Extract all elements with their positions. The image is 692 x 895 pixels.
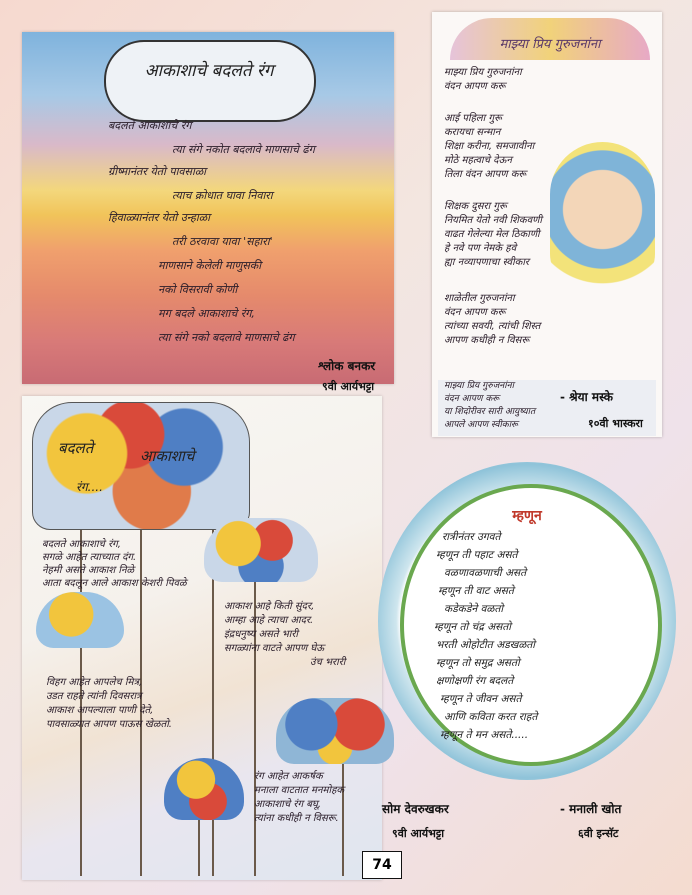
poem1-line: ग्रीष्मानंतर येतो पावसाळा	[108, 165, 207, 178]
poem3-line: मनाला वाटतात मनमोहक	[254, 785, 345, 796]
title-cloud	[104, 40, 316, 122]
poem2-line: ह्या नव्यापणाचा स्वीकार	[444, 257, 530, 268]
poem2-line: माझ्या प्रिय गुरुजनांना	[444, 67, 522, 78]
poem1-title: आकाशाचे बदलते रंग	[144, 61, 274, 81]
poem4-author: - मनाली खोत	[560, 802, 622, 816]
poem4-line: म्हणून ते जीवन असते	[440, 693, 522, 705]
poem2-line: शाळेतील गुरुजनांना	[444, 293, 515, 304]
poem2-line: वंदन आपण करू	[444, 81, 506, 92]
poem2-line: नियमित येतो नवी शिकवणी	[444, 215, 542, 226]
cloud-illustration	[204, 518, 318, 582]
poem3-title-word: रंग....	[76, 480, 103, 494]
poem3-title-word: आकाशाचे	[140, 447, 195, 465]
poem3-title-word: बदलते	[58, 439, 94, 457]
poem4-line: भरती ओहोटीत अडखळतो	[436, 639, 536, 651]
poem3-line: रंग आहेत आकर्षक	[254, 771, 323, 782]
poem2-line: वंदन आपण करू	[444, 394, 500, 404]
poem2-line: मोठे महत्वाचे देऊन	[444, 155, 512, 166]
poem3-line: पावसाळ्यात आपण पाऊस खेळतो.	[46, 719, 172, 730]
poem2-title: माझ्या प्रिय गुरुजनांना	[499, 37, 601, 52]
cloud-illustration	[36, 592, 124, 648]
poem1-class: ९वी आर्यभट्टा	[322, 380, 375, 393]
poem3-line: त्यांना कधीही न विसरू.	[254, 813, 339, 824]
poem3-line: बदलते आकाशाचे रंग,	[42, 539, 121, 550]
poem1-line: तरी ठरवावा यावा 'सहारा'	[172, 235, 273, 248]
poem2-line: त्यांच्या सवयी, त्यांची शिस्त	[444, 321, 541, 332]
poem1-line: त्या संगे नको बदलावे माणसाचे ढंग	[158, 331, 295, 344]
page-number: 74	[362, 851, 402, 879]
poem4-line: म्हणून ते मन असते.....	[440, 729, 529, 741]
poem1-line: हिवाळ्यानंतर येतो उन्हाळा	[108, 211, 210, 224]
poem-panel-sky-colors	[22, 32, 394, 384]
poem2-line: शिक्षा करीना, समजावीना	[444, 141, 535, 152]
poem-panel-clouds	[22, 396, 382, 880]
poem3-line: आकाशाचे रंग बघू,	[254, 799, 322, 810]
poem2-line: वंदन आपण करू	[444, 307, 506, 318]
cloud-stem	[342, 746, 344, 876]
poem4-line: क्षणोक्षणी रंग बदलते	[436, 675, 514, 687]
poem2-line: आई पहिला गुरू	[444, 113, 502, 124]
poem2-line: आपण कधीही न विसरू	[444, 335, 530, 346]
big-title-cloud	[32, 402, 250, 530]
poem4-line: आणि कविता करत राहते	[444, 711, 538, 723]
poem2-line: तिला वंदन आपण करू	[444, 169, 527, 180]
poem4-line: कडेकडेने वळतो	[444, 603, 504, 615]
poem2-author: - श्रेया मस्के	[560, 390, 613, 404]
poem3-author: सोम देवरुखकर	[382, 802, 449, 816]
poem3-line: सगळ्यांना वाटते आपण घेऊ	[224, 643, 325, 654]
poem4-title: म्हणून	[512, 508, 542, 524]
poem1-line: त्या संगे नकोत बदलावे माणसाचे ढंग	[172, 143, 315, 156]
poem1-line: त्याच क्रोधात घावा निवारा	[172, 189, 273, 202]
poem3-line: उंच भरारी	[310, 657, 346, 668]
grandmother-illustration	[550, 142, 655, 292]
poem1-author: श्लोक बनकर	[318, 359, 376, 373]
poem3-line: इंद्रधनुष्य असते भारी	[224, 629, 299, 640]
poem2-line: माझ्या प्रिय गुरुजनांना	[444, 381, 514, 391]
poem4-line: म्हणून ती पहाट असते	[436, 549, 518, 561]
poem3-line: आता बदलून आले आकाश केशरी पिवळे	[42, 578, 187, 589]
poem1-line: बदलते आकाशाचे रंग	[108, 119, 192, 132]
poem3-line: विहग आहेत आपलेच मित्र,	[46, 677, 143, 688]
poem2-class: १०वी भास्करा	[588, 417, 643, 430]
poem4-line: म्हणून तो समुद्र असतो	[436, 657, 520, 669]
poem1-line: माणसाने केलेली माणुसकी	[158, 259, 262, 272]
poem4-line: वळणावळणाची असते	[444, 567, 527, 579]
poem4-class: ६वी इन्सॅट	[578, 827, 619, 840]
poem2-line: वाढत गेलेल्या मेल ठिकाणी	[444, 229, 540, 240]
poem3-line: आम्हा आहे त्याचा आदर.	[224, 615, 314, 626]
poem1-line: मग बदले आकाशाचे रंग,	[158, 307, 255, 320]
poem2-line: शिक्षक दुसरा गुरू	[444, 201, 507, 212]
poem-panel-teachers	[432, 12, 662, 437]
poem3-class: ९वी आर्यभट्टा	[392, 827, 445, 840]
cloud-illustration	[164, 758, 244, 820]
poem4-line: रात्रीनंतर उगवते	[442, 531, 501, 543]
poem2-line: करायचा सन्मान	[444, 127, 501, 138]
poem4-line: म्हणून ती वाट असते	[438, 585, 514, 597]
poem3-line: आकाश आहे किती सुंदर,	[224, 601, 315, 612]
poem3-line: उडत राहते त्यांनी दिवसरात्र	[46, 691, 142, 702]
poem3-line: आकाश आपल्याला पाणी देते,	[46, 705, 154, 716]
poem1-line: नको विसरावी कोणी	[158, 283, 238, 296]
cloud-illustration	[276, 698, 394, 764]
poem2-line: हे नवे पण नेमके हवे	[444, 243, 517, 254]
poem2-line: आपले आपण स्वीकारू	[444, 420, 519, 430]
poem4-line: म्हणून तो चंद्र असतो	[434, 621, 511, 633]
poem3-line: सगळे आहेत त्याच्यात दंग.	[42, 552, 137, 563]
poem3-line: नेहमी असते आकाश निळे	[42, 565, 135, 576]
poem-panel-therefore	[378, 462, 676, 780]
poem2-line: या शिदोरीवर सारी आयुष्यात	[444, 407, 536, 417]
